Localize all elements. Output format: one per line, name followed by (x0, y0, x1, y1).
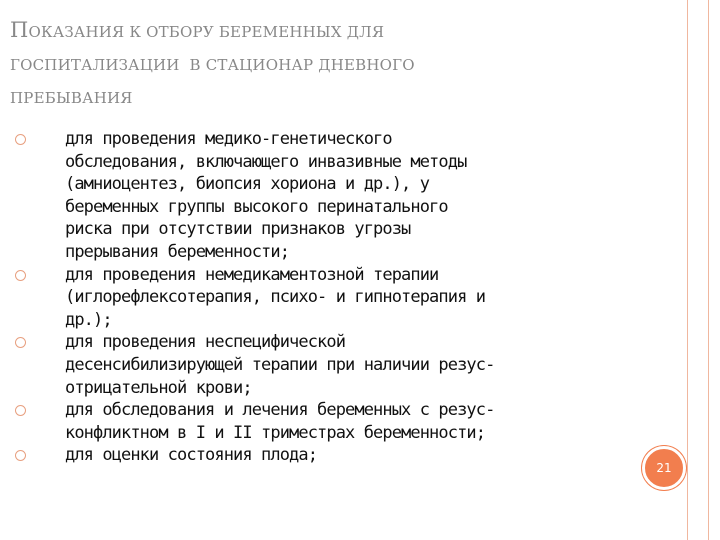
list-item (10, 444, 630, 467)
list-item (10, 128, 630, 264)
page-number-badge: 21 (642, 446, 686, 490)
circle-bullet-icon (15, 270, 26, 281)
list-item-line: десенсибилизирующей терапии при наличии резус- (65, 354, 495, 375)
decorative-border-line-left (687, 0, 688, 540)
list-item-line: др.); (65, 309, 112, 330)
title-initial-letter: П (10, 18, 29, 42)
slide-title (10, 14, 650, 115)
list-item-line: отрицательной крови; (65, 377, 252, 398)
slide-title-line-2: ГОСПИТАЛИЗАЦИИ В СТАЦИОНАР ДНЕВНОГО (10, 56, 415, 74)
list-item (10, 399, 630, 444)
indications-list (10, 128, 630, 467)
circle-bullet-icon (15, 450, 26, 461)
list-item-line: обследования, включающего инвазивные методы (65, 151, 467, 172)
decorative-border-line-right (708, 0, 709, 540)
list-item-line: (иглорефлексотерапия, психо- и гипнотерапия и (65, 287, 486, 308)
list-item-line: (амниоцентез, биопсия хориона и др.), у (65, 174, 430, 195)
list-item-line: беременных группы высокого перинатального (65, 196, 448, 217)
list-item-line: конфликтном в I и II триместрах беременности; (65, 422, 486, 443)
list-item (10, 331, 630, 399)
list-item-line: прерывания беременности; (65, 241, 290, 262)
list-item-line: для проведения немедикаментозной терапии (65, 264, 439, 285)
title-line-1-text: ОКАЗАНИЯ К ОТБОРУ БЕРЕМЕННЫХ ДЛЯ (28, 23, 385, 41)
circle-bullet-icon (15, 405, 26, 416)
list-item-line: риска при отсутствии признаков угрозы (65, 219, 411, 240)
slide-title-line-1 (10, 14, 650, 49)
list-item-line: для обследования и лечения беременных с резус- (65, 400, 495, 421)
circle-bullet-icon (15, 134, 26, 145)
list-item-line: для проведения медико-генетического (65, 129, 392, 149)
slide-title-line-3: ПРЕБЫВАНИЯ (10, 89, 133, 107)
list-item-line: для проведения неспецифической (65, 332, 346, 353)
list-item (10, 264, 630, 332)
list-item-line: для оценки состояния плода; (65, 445, 318, 466)
circle-bullet-icon (15, 337, 26, 348)
